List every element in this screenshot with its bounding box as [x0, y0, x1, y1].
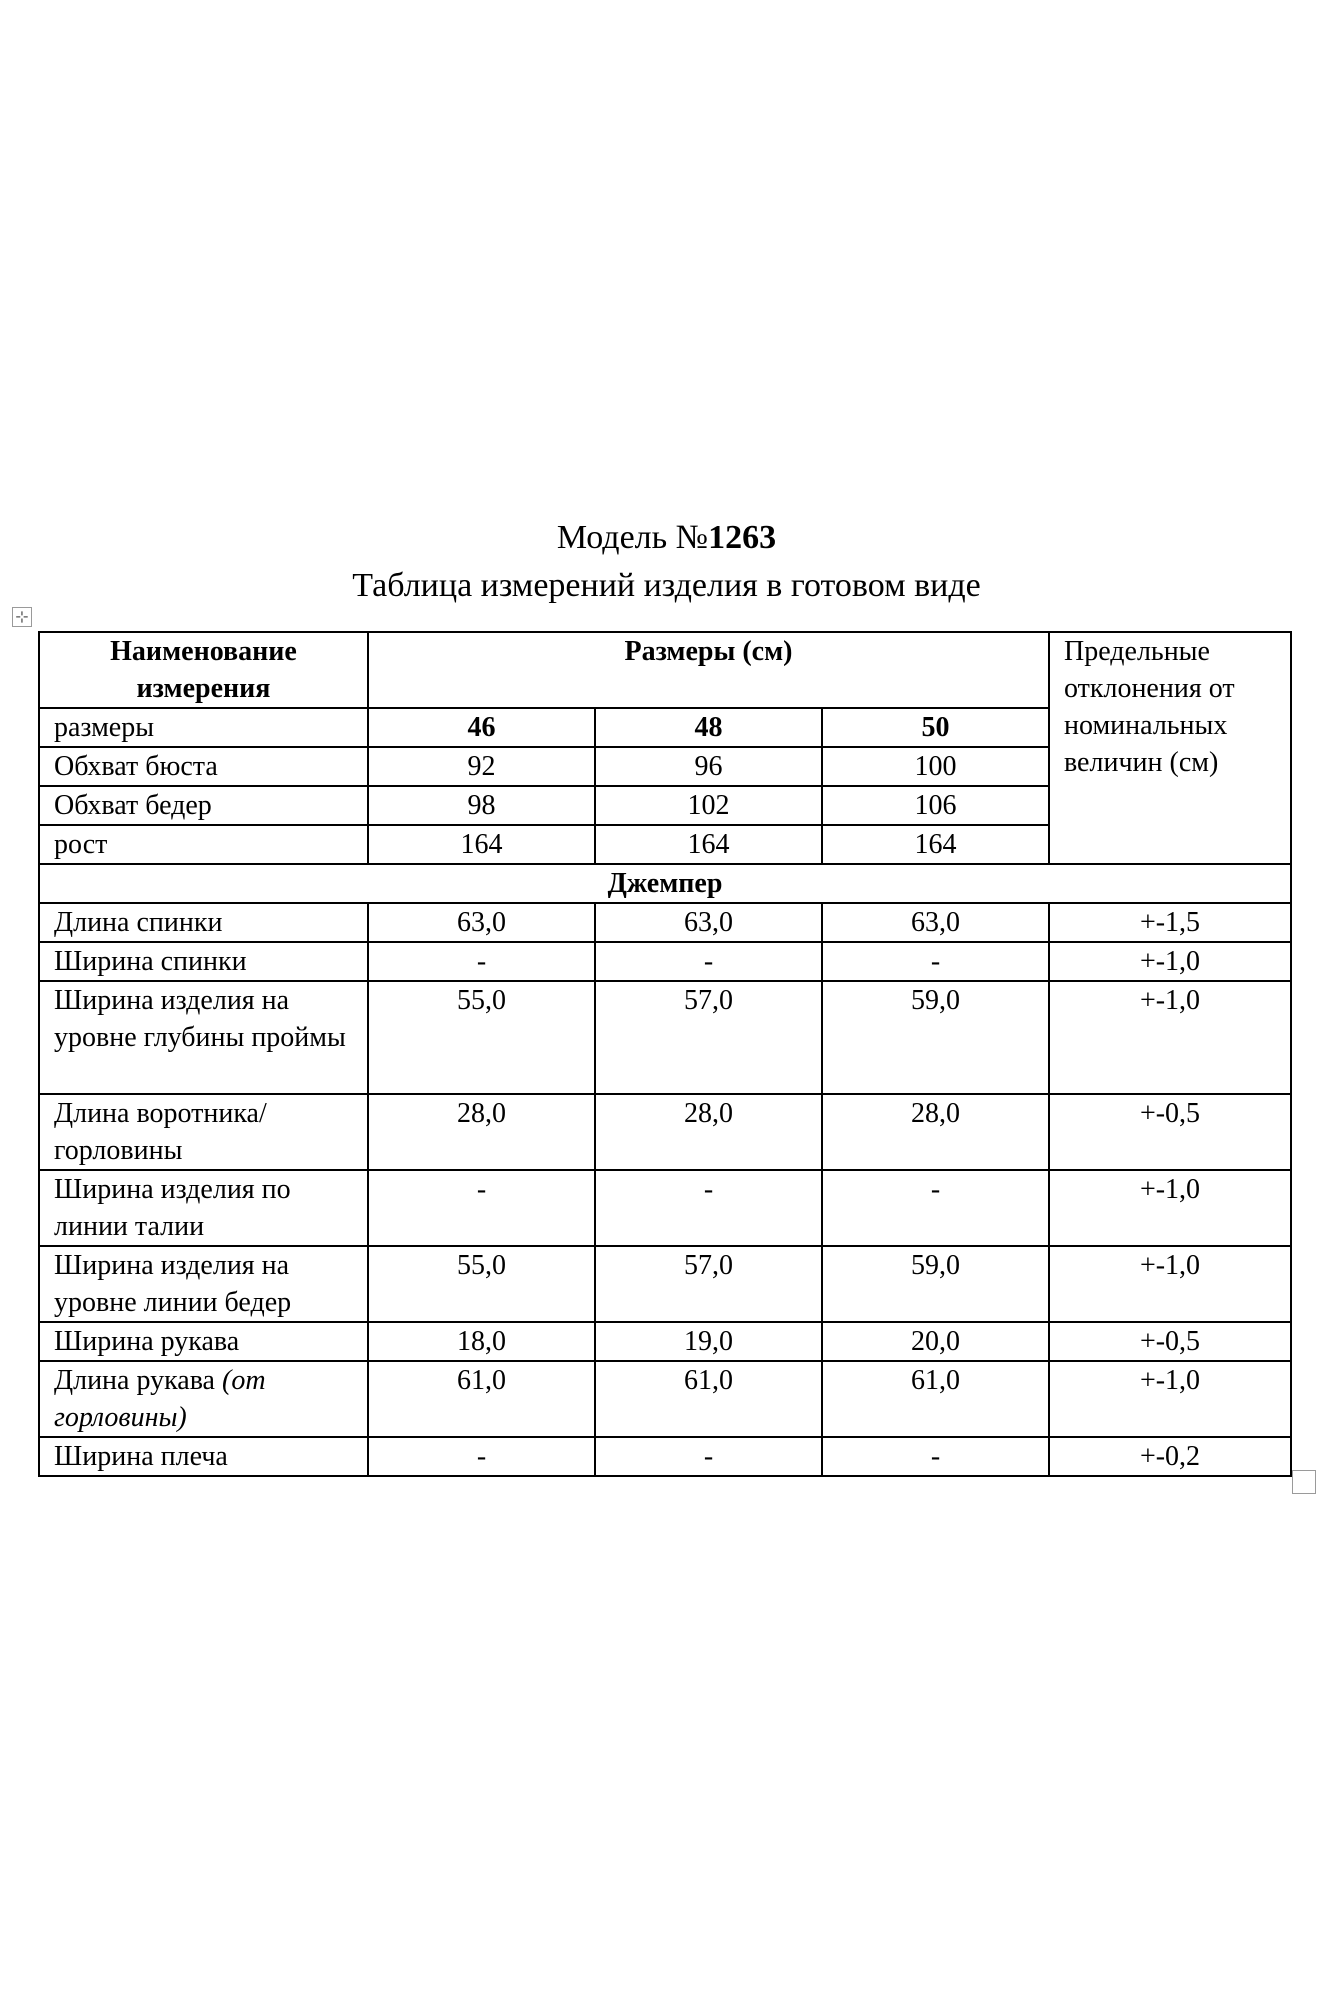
cell-value: 55,0 — [368, 1246, 595, 1322]
cell-value: - — [595, 1437, 822, 1476]
row-label: Ширина плеча — [39, 1437, 368, 1476]
row-label: рост — [39, 825, 368, 864]
cell-value: - — [368, 1170, 595, 1246]
model-prefix: Модель № — [556, 519, 709, 556]
cell-deviation: +-1,0 — [1049, 1246, 1291, 1322]
size-row-label: размеры — [39, 708, 368, 747]
row-label-note: (от горловины) — [54, 1365, 266, 1433]
cell-value: 61,0 — [822, 1361, 1049, 1437]
table-row — [39, 981, 1291, 1094]
measurements-table — [38, 631, 1292, 1477]
table-resize-handle-icon[interactable] — [1292, 1470, 1316, 1494]
cell-deviation: +-1,0 — [1049, 981, 1291, 1094]
row-label: Ширина изделия по линии талии — [39, 1170, 368, 1246]
cell-value: 164 — [595, 825, 822, 864]
cell-deviation: +-1,0 — [1049, 1361, 1291, 1437]
cell-value: 92 — [368, 747, 595, 786]
cell-value: 20,0 — [822, 1322, 1049, 1361]
cell-deviation: +-1,0 — [1049, 942, 1291, 981]
size-46: 46 — [368, 708, 595, 747]
table-row — [39, 1246, 1291, 1322]
cell-value: 59,0 — [822, 1246, 1049, 1322]
cell-value: - — [368, 942, 595, 981]
row-label: Длина воротника/горловины — [39, 1094, 368, 1170]
cell-deviation: +-1,0 — [1049, 1170, 1291, 1246]
cell-deviation: +-0,5 — [1049, 1322, 1291, 1361]
header-name-cell: Наименование измерения — [39, 632, 368, 708]
cell-deviation: +-0,2 — [1049, 1437, 1291, 1476]
header-sizes-cell: Размеры (см) — [368, 632, 1049, 708]
cell-value: 57,0 — [595, 1246, 822, 1322]
table-row — [39, 1361, 1291, 1437]
cell-value: 164 — [368, 825, 595, 864]
row-label: Ширина изделия на уровне глубины проймы — [39, 981, 368, 1094]
model-title — [0, 518, 1333, 558]
table-row — [39, 1094, 1291, 1170]
cell-value: 98 — [368, 786, 595, 825]
table-subtitle: Таблица измерений изделия в готовом виде — [352, 567, 981, 604]
row-label: Длина рукава — [54, 1365, 215, 1396]
cell-deviation: +-1,5 — [1049, 903, 1291, 942]
cell-value: - — [822, 942, 1049, 981]
model-number: 1263 — [708, 519, 777, 556]
cell-value: 100 — [822, 747, 1049, 786]
cell-value: 63,0 — [595, 903, 822, 942]
cell-value: 63,0 — [368, 903, 595, 942]
cell-deviation: +-0,5 — [1049, 1094, 1291, 1170]
header-deviation-cell: Предельные отклонения от номинальных величин (см) — [1049, 632, 1291, 864]
cell-value: - — [822, 1170, 1049, 1246]
cell-value: 18,0 — [368, 1322, 595, 1361]
cell-value: 63,0 — [822, 903, 1049, 942]
cell-value: 28,0 — [595, 1094, 822, 1170]
cell-value: - — [595, 1170, 822, 1246]
row-label: Длина спинки — [39, 903, 368, 942]
table-move-handle-icon[interactable]: ⊹ — [12, 607, 32, 627]
table-row — [39, 1322, 1291, 1361]
cell-value: 164 — [822, 825, 1049, 864]
section-title: Джемпер — [39, 864, 1291, 903]
row-label: Обхват бедер — [39, 786, 368, 825]
cell-value: 106 — [822, 786, 1049, 825]
cell-value: 61,0 — [595, 1361, 822, 1437]
section-row — [39, 864, 1291, 903]
table-row — [39, 942, 1291, 981]
table-row — [39, 903, 1291, 942]
cell-value: 96 — [595, 747, 822, 786]
header-row — [39, 632, 1291, 708]
cell-value: - — [822, 1437, 1049, 1476]
cell-value: 55,0 — [368, 981, 595, 1094]
table-row — [39, 1437, 1291, 1476]
row-label: Ширина рукава — [39, 1322, 368, 1361]
cell-value: 28,0 — [822, 1094, 1049, 1170]
cell-value: - — [595, 942, 822, 981]
table-row — [39, 1170, 1291, 1246]
row-label: Ширина спинки — [39, 942, 368, 981]
cell-value: 19,0 — [595, 1322, 822, 1361]
row-label-cell — [39, 1361, 368, 1437]
cell-value: 61,0 — [368, 1361, 595, 1437]
size-48: 48 — [595, 708, 822, 747]
row-label: Ширина изделия на уровне линии бедер — [39, 1246, 368, 1322]
size-50: 50 — [822, 708, 1049, 747]
row-label: Обхват бюста — [39, 747, 368, 786]
cell-value: 59,0 — [822, 981, 1049, 1094]
cell-value: 28,0 — [368, 1094, 595, 1170]
cell-value: - — [368, 1437, 595, 1476]
cell-value: 57,0 — [595, 981, 822, 1094]
cell-value: 102 — [595, 786, 822, 825]
